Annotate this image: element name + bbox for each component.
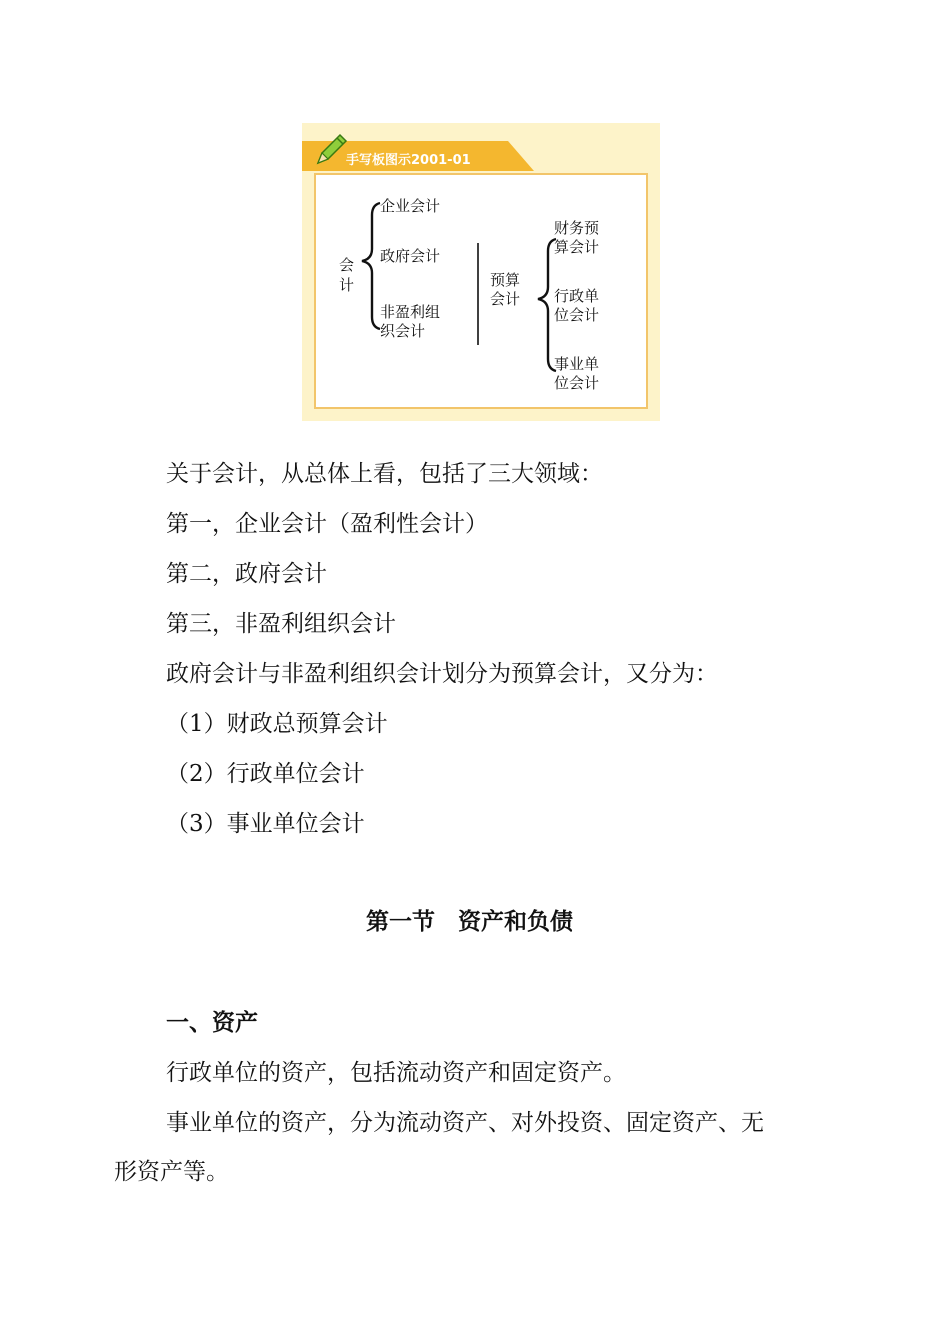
split-paragraph: 政府会计与非盈利组织会计划分为预算会计，又分为： <box>166 661 718 687</box>
diagram-budget-institution: 事业单位会计 <box>554 355 600 392</box>
diagram-budget-admin: 行政单位会计 <box>554 287 600 324</box>
sub-section-title: 一、资产 <box>166 1010 258 1036</box>
sub-item-2: （2）行政单位会计 <box>166 761 365 787</box>
assets-paragraph-2-line-1: 事业单位的资产，分为流动资产、对外投资、固定资产、无 <box>166 1110 764 1136</box>
diagram-branch-enterprise: 企业会计 <box>380 197 441 215</box>
diagram-branch-government: 政府会计 <box>380 247 441 265</box>
intro-paragraph: 关于会计，从总体上看，包括了三大领域： <box>166 461 603 487</box>
assets-paragraph-1: 行政单位的资产，包括流动资产和固定资产。 <box>166 1060 626 1086</box>
diagram-budget-label: 预算会计 <box>490 271 521 308</box>
list-item-1: 第一，企业会计（盈利性会计） <box>166 511 488 537</box>
diagram-frame <box>314 173 648 409</box>
section-title: 第一节 资产和负债 <box>366 909 573 935</box>
list-item-2: 第二，政府会计 <box>166 561 327 587</box>
pencil-icon <box>310 129 350 169</box>
assets-paragraph-2-line-2: 形资产等。 <box>114 1159 229 1185</box>
figure-title: 手写板图示2001-01 <box>346 153 471 168</box>
sub-item-3: （3）事业单位会计 <box>166 811 365 837</box>
diagram-figure <box>302 123 660 421</box>
list-item-3: 第三，非盈利组织会计 <box>166 611 396 637</box>
sub-item-1: （1）财政总预算会计 <box>166 711 388 737</box>
diagram-root-label: 会计 <box>339 256 355 294</box>
diagram-branch-nonprofit: 非盈利组织会计 <box>380 303 441 340</box>
diagram-budget-finance: 财务预算会计 <box>554 219 600 256</box>
